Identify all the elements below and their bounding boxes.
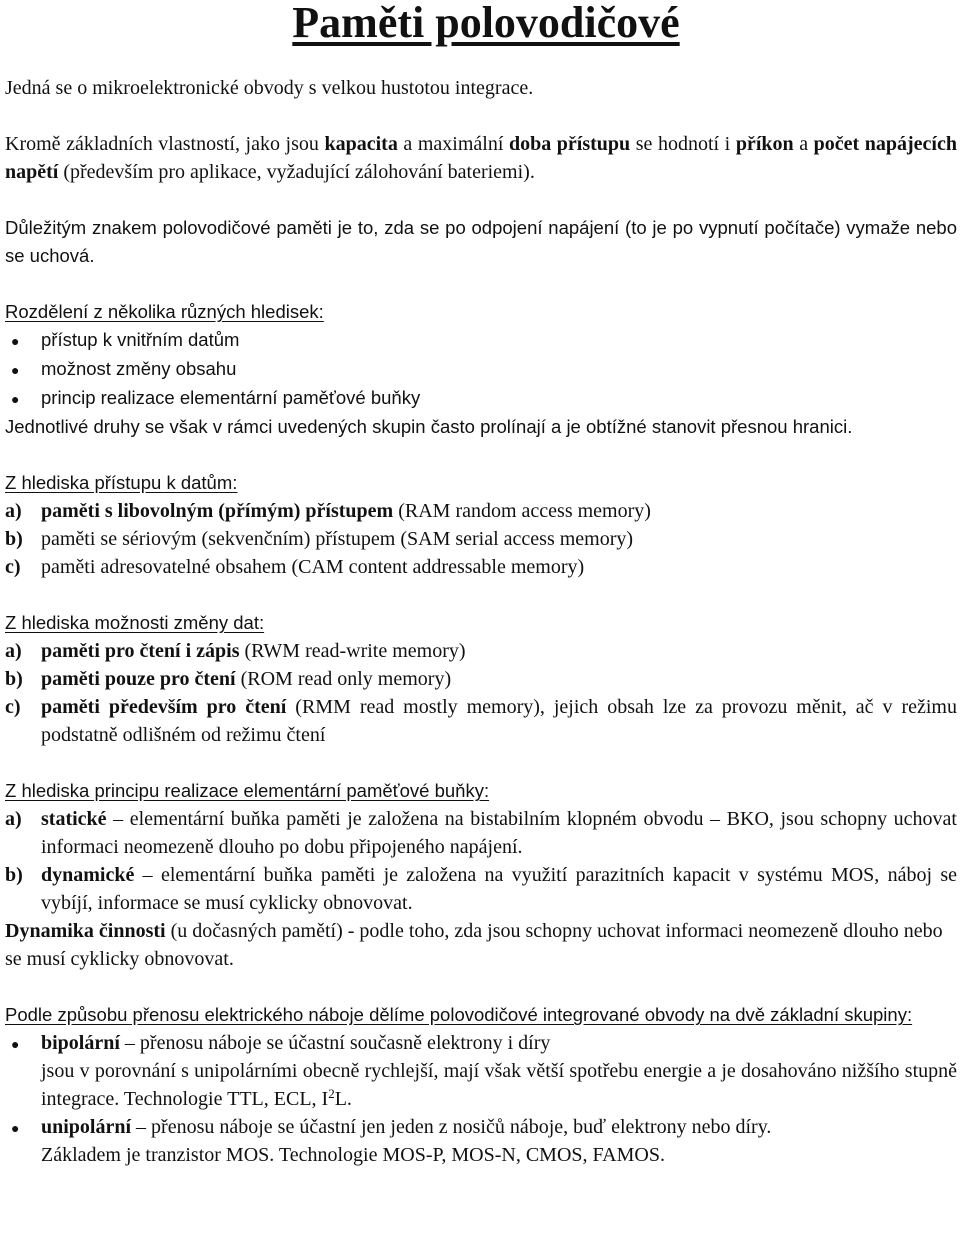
access-item-b: b) paměti se sériovým (sekvenčním) přístupem (SAM serial access memory) (5, 528, 634, 550)
division-bullet: ● přístup k vnitřním datům (5, 326, 957, 355)
dynamics-paragraph: Dynamika činnosti (u dočasných pamětí) - podle toho, zda jsou schopny uchovat informaci neomezeně dlouho nebo se musí cyklicky obnovovat. (5, 920, 943, 970)
access-section (5, 469, 957, 581)
bullet-icon: ● (11, 391, 20, 407)
bullet-icon: ● (11, 333, 20, 349)
transfer-section (5, 1001, 957, 1169)
division-heading: Rozdělení z několika různých hledisek: (5, 301, 324, 322)
cell-item-b: b) dynamické – elementární buňka paměti je založena na využití parazitních kapacit v systému MOS, náboj se vybíjí, informace se musí cyklicky obnovovat. (5, 864, 957, 914)
change-item-c: c) paměti především pro čtení (RMM read mostly memory), jejich obsah lze za provozu měnit, ač v režimu podstatně odlišném od režimu čtení (5, 696, 957, 746)
page-title: Paměti polovodičové (292, 0, 680, 47)
division-bullet: ● princip realizace elementární paměťové buňky (5, 384, 957, 413)
change-section (5, 609, 957, 749)
cell-section (5, 777, 957, 973)
change-item-a: a) paměti pro čtení i zápis (RWM read-write memory) (5, 640, 466, 662)
transfer-heading: Podle způsobu přenosu elektrického náboje dělíme polovodičové integrované obvody na dvě základní skupiny: (5, 1004, 913, 1025)
division-bullet: ● možnost změny obsahu (5, 355, 957, 384)
cell-heading: Z hlediska principu realizace elementární paměťové buňky: (5, 780, 490, 801)
key-feature-paragraph: Důležitým znakem polovodičové paměti je to, zda se po odpojení napájení (to je po vypnutí počítače) vymaže nebo se uchová. (5, 217, 957, 266)
cell-item-a: a) statické – elementární buňka paměti je založena na bistabilním klopném obvodu – BKO, jsou schopny uchovat informaci neomezeně dlouho po dobu připojeného napájení. (5, 808, 957, 858)
access-item-c: c) paměti adresovatelné obsahem (CAM content addressable memory) (5, 556, 585, 578)
division-section (5, 298, 957, 441)
transfer-bullet-unipolar: ● unipolární – přenosu náboje se účastní jen jeden z nosičů náboje, buď elektrony nebo díry. Základem je tranzistor MOS. Technologie MOS-P, MOS-N, CMOS, FAMOS. (5, 1113, 957, 1169)
properties-paragraph: Kromě základních vlastností, jako jsou kapacita a maximální doba přístupu se hodnotí i příkon a počet napájecích napětí (především pro aplikace, vyžadující zálohování bateriemi). (5, 133, 957, 183)
access-item-a: a) paměti s libovolným (přímým) přístupem (RAM random access memory) (5, 500, 651, 522)
division-note: Jednotlivé druhy se však v rámci uvedených skupin často prolínají a je obtížné stanovit přesnou hranici. (5, 416, 853, 437)
bullet-icon: ● (11, 1122, 20, 1137)
bullet-icon: ● (11, 1038, 20, 1053)
change-heading: Z hlediska možnosti změny dat: (5, 612, 265, 633)
intro-paragraph: Jedná se o mikroelektronické obvody s velkou hustotou integrace. (5, 77, 534, 99)
transfer-bullet-bipolar: ● bipolární – přenosu náboje se účastní současně elektrony i díry jsou v porovnání s unipolárními obecně rychlejší, mají však větší spotřebu energie a je dosahováno nižšího stupně integrace. Technologie TTL, ECL, $I^2L$. (5, 1029, 957, 1113)
access-heading: Z hlediska přístupu k datům: (5, 472, 238, 493)
bullet-icon: ● (11, 362, 20, 378)
change-item-b: b) paměti pouze pro čtení (ROM read only memory) (5, 668, 452, 690)
